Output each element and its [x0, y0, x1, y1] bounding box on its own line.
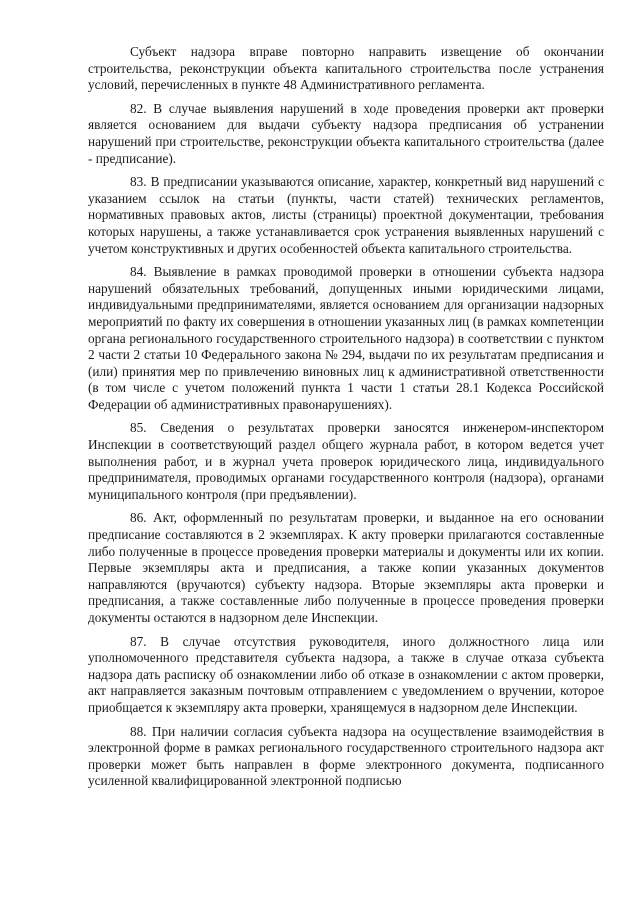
- paragraph-83: 83. В предписании указываются описание, характер, конкретный вид нарушений с указанием ссылок на статьи (пункты, части статей) технических регламентов, нормативных правовых актов, листы (страницы) проектной документации, требования которых нарушены, а также устанавливается срок устранения выявленных нарушений с учетом конструктивных и других особенностей объекта капитального строительства.: [88, 174, 604, 256]
- paragraph-85: 85. Сведения о результатах проверки заносятся инженером-инспектором Инспекции в соответствующий раздел общего журнала работ, в котором ведется учет выполнения работ, и в журнал учета проверок юридического лица, индивидуального предпринимателя, проводимых органами государственного контроля (надзора), органами муниципального контроля (при предъявлении).: [88, 420, 604, 502]
- paragraph-86: 86. Акт, оформленный по результатам проверки, и выданное на его основании предписание составляются в 2 экземплярах. К акту проверки прилагаются составленные либо полученные в процессе проведения проверки материалы и документы или их копии. Первые экземпляры акта и предписания, а также копии указанных документов направляются (вручаются) субъекту надзора. Вторые экземпляры акта проверки и предписания, а также составленные либо полученные в процессе проведения проверки документы остаются в надзорном деле Инспекции.: [88, 510, 604, 625]
- paragraph-88: 88. При наличии согласия субъекта надзора на осуществление взаимодействия в электронной форме в рамках регионального государственного строительного надзора акт проверки может быть направлен в форме электронного документа, подписанного усиленной квалифицированной электронной подписью: [88, 723, 604, 789]
- paragraph-continuation: Субъект надзора вправе повторно направить извещение об окончании строительства, реконструкции объекта капитального строительства после устранения условий, перечисленных в пункте 48 Административного регламента.: [88, 44, 604, 93]
- paragraph-82: 82. В случае выявления нарушений в ходе проведения проверки акт проверки является основанием для выдачи субъекту надзора предписания об устранении нарушений при строительстве, реконструкции объекта капитального строительства (далее - предписание).: [88, 100, 604, 166]
- paragraph-87: 87. В случае отсутствия руководителя, иного должностного лица или уполномоченного представителя субъекта надзора, а также в случае отказа субъекта надзора дать расписку об ознакомлении либо об отказе в ознакомлении с актом проверки, акт направляется заказным почтовым отправлением с уведомлением о вручении, которое приобщается к экземпляру акта проверки, хранящемуся в надзорном деле Инспекции.: [88, 633, 604, 715]
- document-page: [88, 44, 604, 797]
- paragraph-84: 84. Выявление в рамках проводимой проверки в отношении субъекта надзора нарушений обязательных требований, допущенных иными юридическими лицами, индивидуальными предпринимателями, является основанием для организации надзорных мероприятий по факту их совершения в отношении указанных лиц (в рамках компетенции органа регионального государственного строительного надзора) в соответствии с пунктом 2 части 2 статьи 10 Федерального закона № 294, выдачи по их результатам предписания и (или) принятия мер по привлечению виновных лиц к административной ответственности (в том числе с учетом положений пункта 1 части 1 статьи 28.1 Кодекса Российской Федерации об административных правонарушениях).: [88, 264, 604, 412]
